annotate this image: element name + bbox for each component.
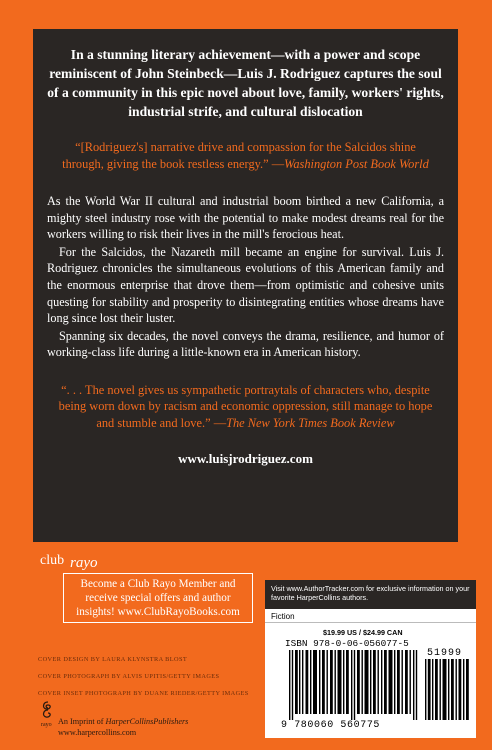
svg-text:club: club bbox=[40, 553, 65, 568]
credit-inset-photo: COVER INSET PHOTOGRAPH BY DUANE RIEDER/GETTY IMAGES bbox=[38, 690, 249, 697]
price-label: $19.99 US / $24.99 CAN bbox=[323, 628, 403, 637]
synopsis-paragraph: For the Salcidos, the Nazareth mill became an engine for survival. Luis J. Rodriguez chronicles the simultaneous evolutions of this American family and the enormous enterprise that drove them—from optimistic and cohesive units questing for stability and prosperity to disintegrating entities whose dreams have long since lost their luster. bbox=[47, 244, 444, 326]
publisher-url[interactable]: www.harpercollins.com bbox=[58, 728, 137, 737]
barcode-block bbox=[265, 580, 476, 738]
review-quote-1 bbox=[53, 139, 438, 172]
rayo-imprint-logo bbox=[40, 700, 56, 730]
svg-text:rayo: rayo bbox=[41, 722, 52, 728]
synopsis-paragraph: As the World War II cultural and industrial boom birthed a new California, a mighty steel industry rose with the potential to make modest dreams real for the workers willing to risk their lives in the mill's ferocious heat. bbox=[47, 194, 444, 242]
synopsis-paragraph: Spanning six decades, the novel conveys the drama, resilience, and humor of working-class life during a little-known era in American history. bbox=[47, 328, 444, 360]
quote-1-source: Washington Post Book World bbox=[284, 156, 429, 171]
quote-2-source: The New York Times Book Review bbox=[226, 415, 395, 430]
headline: In a stunning literary achievement—with a power and scope reminiscent of John Steinbeck—Luis J. Rodriguez captures the soul of a community in this epic novel about love, family, workers' rights, industrial strife, and cultural dislocation bbox=[47, 47, 444, 119]
quote-1-text: “[Rodriguez's] narrative drive and compassion for the Salcidos shine through, giving the book restless energy.” — bbox=[62, 140, 416, 171]
ean-digits: 9 780060 560775 bbox=[281, 720, 381, 731]
description-panel bbox=[33, 29, 458, 542]
cover-credits bbox=[38, 655, 268, 706]
quote-2-text: “. . . The novel gives us sympathetic portraytals of characters who, despite being worn down by racism and economic oppression, still manage to hope and stumble and love.” — bbox=[58, 382, 433, 430]
club-rayo-offer: Become a Club Rayo Member and receive special offers and author insights! www.ClubRayoBooks.com bbox=[63, 573, 253, 623]
addon-number: 51999 bbox=[427, 648, 463, 659]
ean-barcode bbox=[289, 650, 419, 720]
isbn-label: ISBN 978-0-06-056077-5 bbox=[285, 638, 409, 649]
price-addon-barcode bbox=[425, 659, 469, 720]
credit-design: COVER DESIGN BY LAURA KLYNSTRA BLOST bbox=[38, 656, 188, 663]
imprint-text bbox=[58, 716, 188, 738]
credit-photo: COVER PHOTOGRAPH BY ALVIS UPITIS/GETTY IMAGES bbox=[38, 673, 220, 680]
imprint-prefix: An Imprint of bbox=[58, 717, 106, 726]
svg-text:rayo: rayo bbox=[70, 555, 98, 571]
publisher-name: HarperCollinsPublishers bbox=[105, 717, 189, 726]
club-rayo-logo bbox=[40, 547, 104, 571]
author-tracker-note: Visit www.AuthorTracker.com for exclusive information on your favorite HarperCollins authors. bbox=[265, 580, 476, 609]
synopsis bbox=[47, 193, 444, 361]
review-quote-2 bbox=[53, 382, 438, 432]
category-label: Fiction bbox=[265, 609, 476, 623]
author-website[interactable]: www.luisjrodriguez.com bbox=[178, 451, 313, 467]
